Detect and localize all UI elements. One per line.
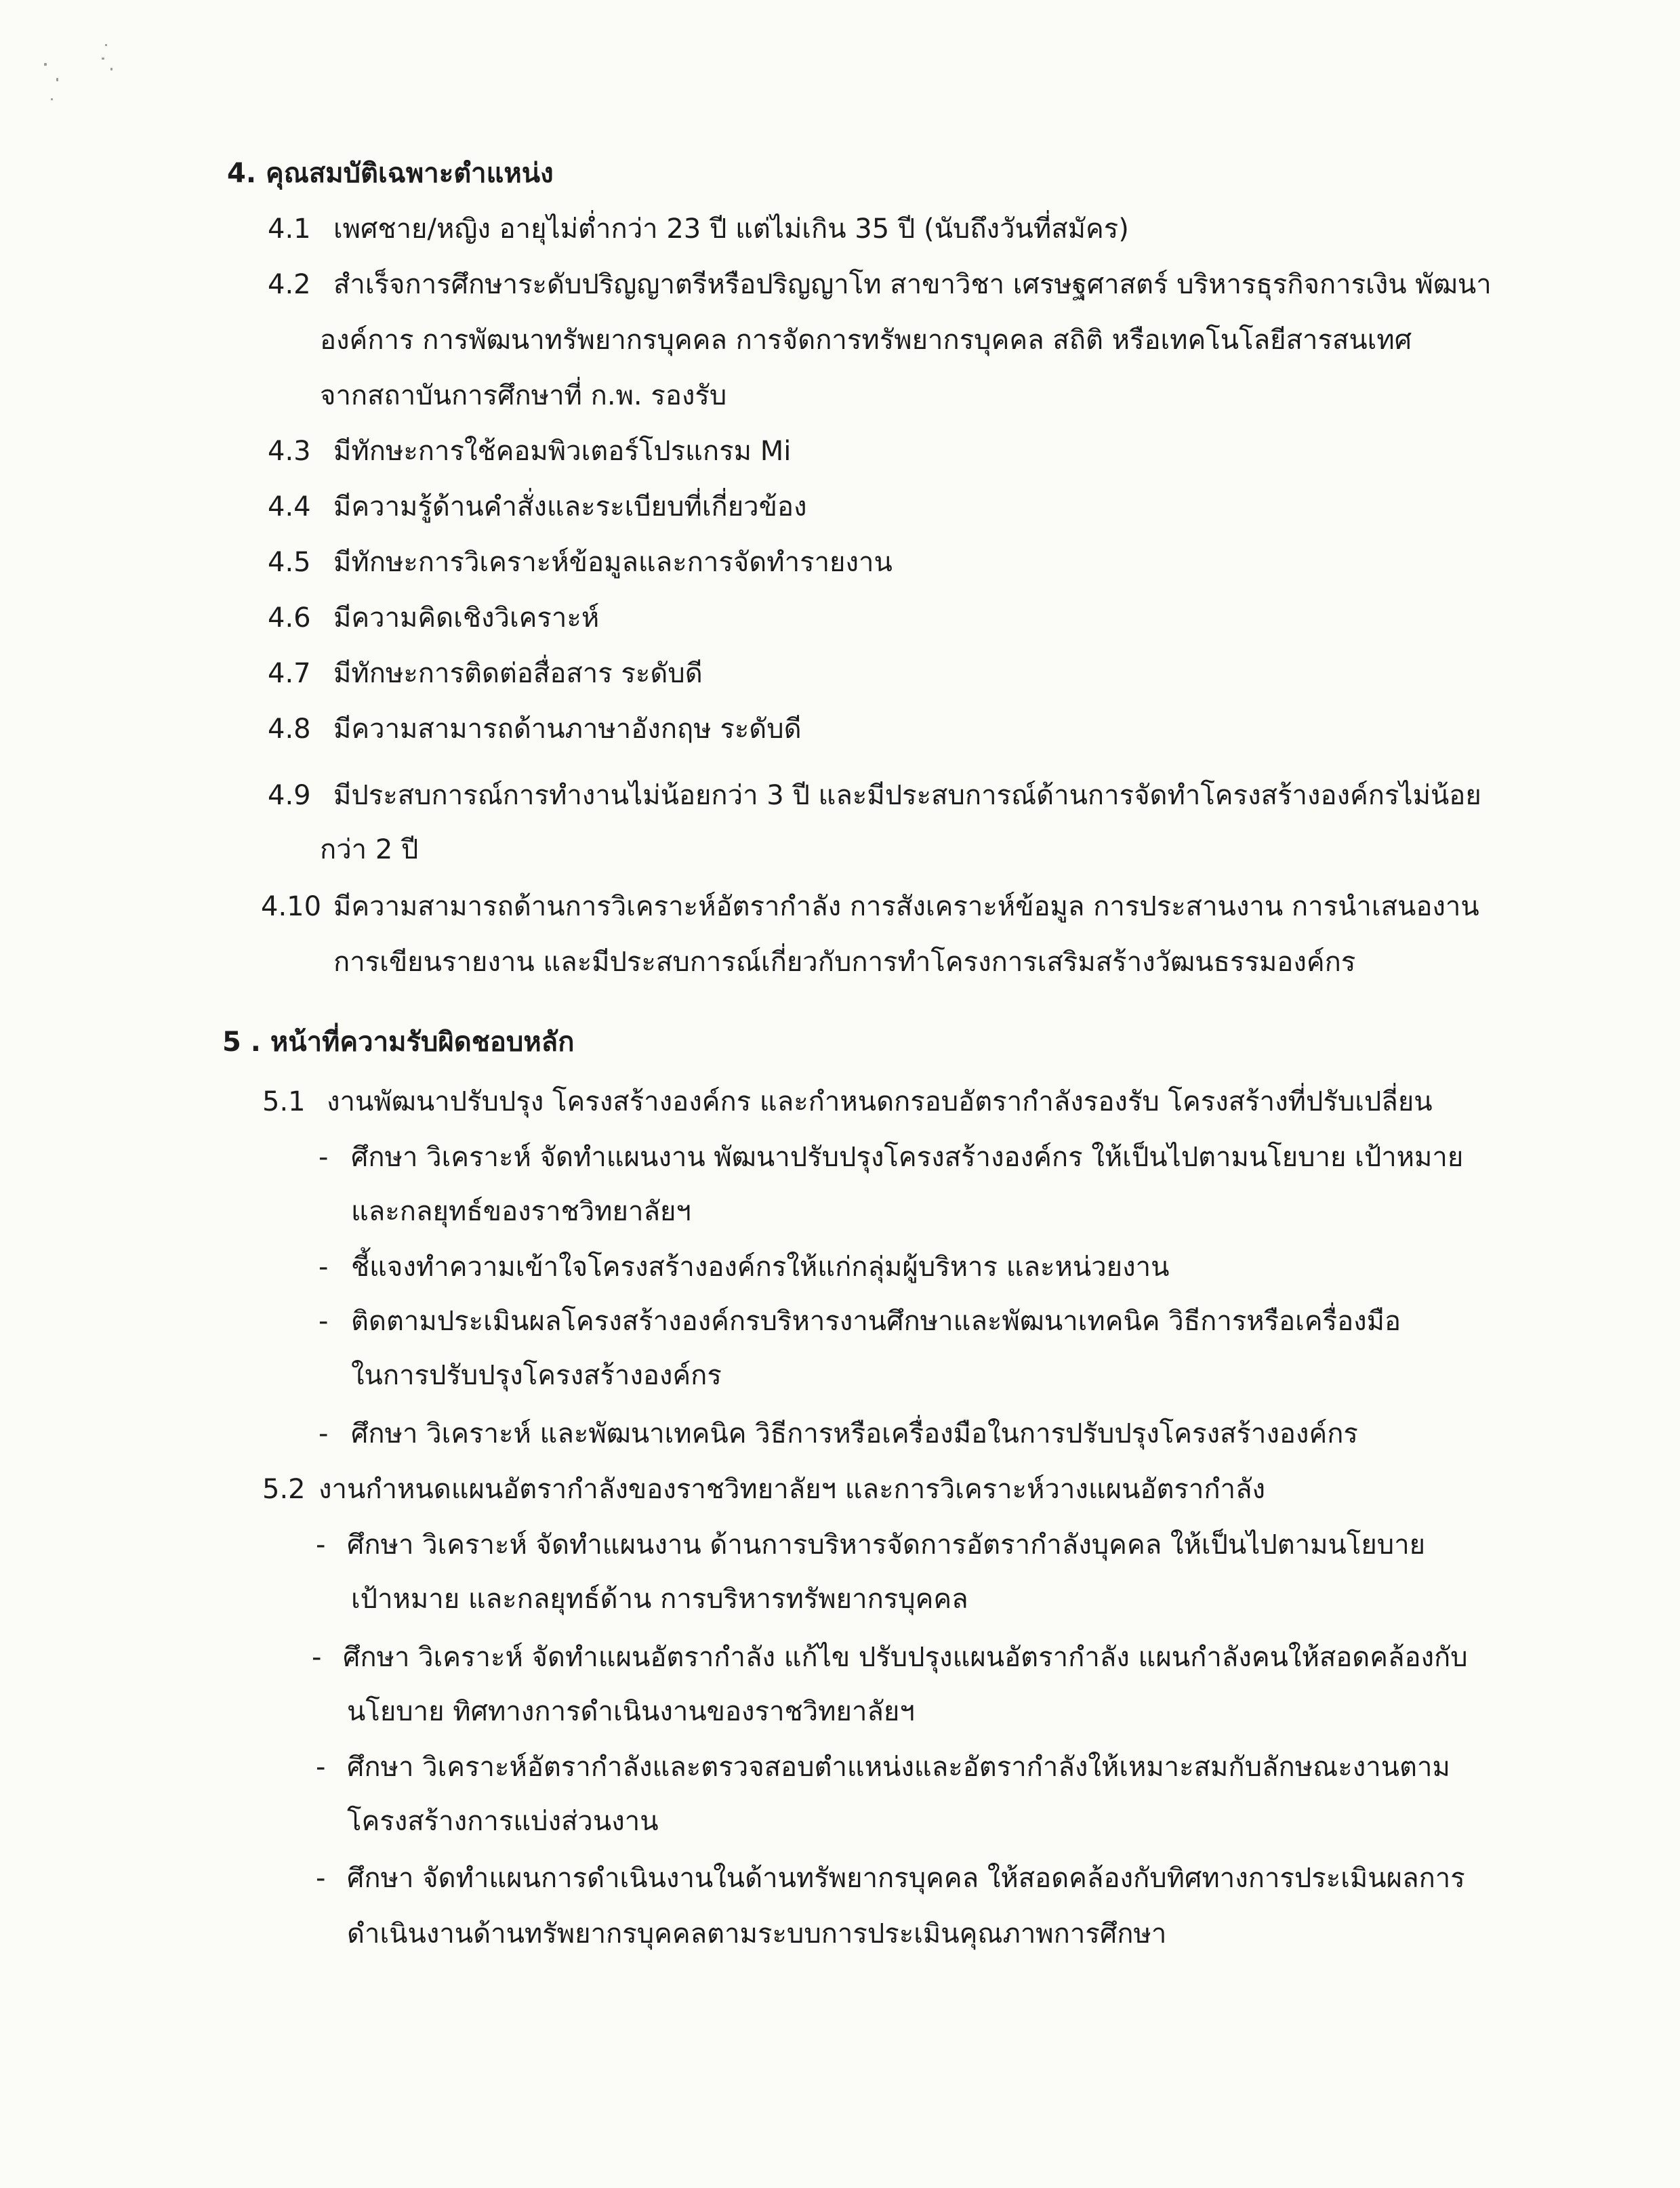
bullet-text: ศึกษา วิเคราะห์ จัดทำแผนงาน ด้านการบริหารจัดการอัตรากำลังบุคคล ให้เป็นไปตามนโยบาย bbox=[347, 1529, 1426, 1561]
item-number: 4.3 bbox=[268, 436, 311, 467]
item-number: 4.7 bbox=[268, 658, 311, 689]
bullet-dash: - bbox=[316, 1863, 326, 1894]
item-text: กว่า 2 ปี bbox=[320, 834, 419, 865]
item-text: จากสถาบันการศึกษาที่ ก.พ. รองรับ bbox=[320, 380, 727, 411]
scan-specks bbox=[37, 37, 125, 119]
item-text: มีทักษะการใช้คอมพิวเตอร์โปรแกรม Mi bbox=[333, 436, 792, 467]
item-text: มีประสบการณ์การทำงานไม่น้อยกว่า 3 ปี และมีประสบการณ์ด้านการจัดทำโครงสร้างองค์กรไม่น้อย bbox=[333, 780, 1481, 811]
subsection-title: งานกำหนดแผนอัตรากำลังของราชวิทยาลัยฯ และการวิเคราะห์วางแผนอัตรากำลัง bbox=[319, 1474, 1266, 1505]
item-text: มีทักษะการติดต่อสื่อสาร ระดับดี bbox=[333, 658, 703, 689]
item-text: มีความรู้ด้านคำสั่งและระเบียบที่เกี่ยวข้อง bbox=[333, 491, 807, 522]
item-number: 4.4 bbox=[268, 491, 311, 522]
subsection-number: 5.1 bbox=[262, 1086, 306, 1117]
item-text: เพศชาย/หญิง อายุไม่ต่ำกว่า 23 ปี แต่ไม่เกิน 35 ปี (นับถึงวันที่สมัคร) bbox=[333, 213, 1129, 245]
bullet-dash: - bbox=[312, 1642, 322, 1673]
bullet-text: โครงสร้างการแบ่งส่วนงาน bbox=[347, 1806, 659, 1837]
item-number: 4.1 bbox=[268, 213, 311, 245]
subsection-title: งานพัฒนาปรับปรุง โครงสร้างองค์กร และกำหนดกรอบอัตรากำลังรองรับ โครงสร้างที่ปรับเปลี่ยน bbox=[327, 1086, 1433, 1117]
bullet-dash: - bbox=[316, 1752, 326, 1783]
bullet-dash: - bbox=[319, 1418, 329, 1449]
bullet-dash: - bbox=[319, 1142, 329, 1173]
item-number: 4.6 bbox=[268, 602, 311, 634]
bullet-text: ศึกษา วิเคราะห์ จัดทำแผนอัตรากำลัง แก้ไข ปรับปรุงแผนอัตรากำลัง แผนกำลังคนให้สอดคล้องกับ bbox=[343, 1642, 1468, 1673]
item-text: มีความสามารถด้านภาษาอังกฤษ ระดับดี bbox=[333, 714, 802, 745]
item-text: องค์การ การพัฒนาทรัพยากรบุคคล การจัดการทรัพยากรบุคคล สถิติ หรือเทคโนโลยีสารสนเทศ bbox=[320, 325, 1412, 356]
bullet-dash: - bbox=[319, 1252, 329, 1283]
bullet-text: ชี้แจงทำความเข้าใจโครงสร้างองค์กรให้แก่กลุ่มผู้บริหาร และหน่วยงาน bbox=[351, 1252, 1170, 1283]
bullet-text: ในการปรับปรุงโครงสร้างองค์กร bbox=[351, 1360, 722, 1391]
bullet-text: ศึกษา วิเคราะห์ และพัฒนาเทคนิค วิธีการหรือเครื่องมือในการปรับปรุงโครงสร้างองค์กร bbox=[351, 1418, 1358, 1449]
item-number: 4.2 bbox=[268, 269, 311, 300]
section-4-heading: 4. คุณสมบัติเฉพาะตำแหน่ง bbox=[227, 158, 554, 189]
bullet-text: ศึกษา จัดทำแผนการดำเนินงานในด้านทรัพยากรบุคคล ให้สอดคล้องกับทิศทางการประเมินผลการ bbox=[347, 1863, 1465, 1894]
subsection-number: 5.2 bbox=[262, 1474, 306, 1505]
item-text: การเขียนรายงาน และมีประสบการณ์เกี่ยวกับการทำโครงการเสริมสร้างวัฒนธรรมองค์กร bbox=[333, 947, 1356, 978]
item-number: 4.9 bbox=[268, 780, 311, 811]
item-text: สำเร็จการศึกษาระดับปริญญาตรีหรือปริญญาโท สาขาวิชา เศรษฐศาสตร์ บริหารธุรกิจการเงิน พัฒนา bbox=[333, 269, 1492, 300]
bullet-text: ศึกษา วิเคราะห์ จัดทำแผนงาน พัฒนาปรับปรุงโครงสร้างองค์กร ให้เป็นไปตามนโยบาย เป้าหมาย bbox=[351, 1142, 1464, 1173]
item-number: 4.10 bbox=[261, 891, 322, 922]
item-number: 4.8 bbox=[268, 714, 311, 745]
bullet-text: และกลยุทธ์ของราชวิทยาลัยฯ bbox=[351, 1196, 691, 1227]
bullet-dash: - bbox=[316, 1529, 326, 1561]
bullet-text: นโยบาย ทิศทางการดำเนินงานของราชวิทยาลัยฯ bbox=[347, 1696, 915, 1727]
section-5-heading: 5 . หน้าที่ความรับผิดชอบหลัก bbox=[222, 1027, 575, 1058]
bullet-text: ดำเนินงานด้านทรัพยากรบุคคลตามระบบการประเมินคุณภาพการศึกษา bbox=[347, 1918, 1167, 1949]
item-text: มีทักษะการวิเคราะห์ข้อมูลและการจัดทำรายงาน bbox=[333, 547, 893, 578]
bullet-text: ติดตามประเมินผลโครงสร้างองค์กรบริหารงานศึกษาและพัฒนาเทคนิค วิธีการหรือเครื่องมือ bbox=[351, 1306, 1401, 1337]
item-text: มีความคิดเชิงวิเคราะห์ bbox=[333, 602, 600, 634]
bullet-text: เป้าหมาย และกลยุทธ์ด้าน การบริหารทรัพยากรบุคคล bbox=[351, 1584, 968, 1615]
bullet-text: ศึกษา วิเคราะห์อัตรากำลังและตรวจสอบตำแหน่งและอัตรากำลังให้เหมาะสมกับลักษณะงานตาม bbox=[347, 1752, 1450, 1783]
item-text: มีความสามารถด้านการวิเคราะห์อัตรากำลัง การสังเคราะห์ข้อมูล การประสานงาน การนำเสนองาน bbox=[333, 891, 1479, 922]
item-number: 4.5 bbox=[268, 547, 311, 578]
bullet-dash: - bbox=[319, 1306, 329, 1337]
